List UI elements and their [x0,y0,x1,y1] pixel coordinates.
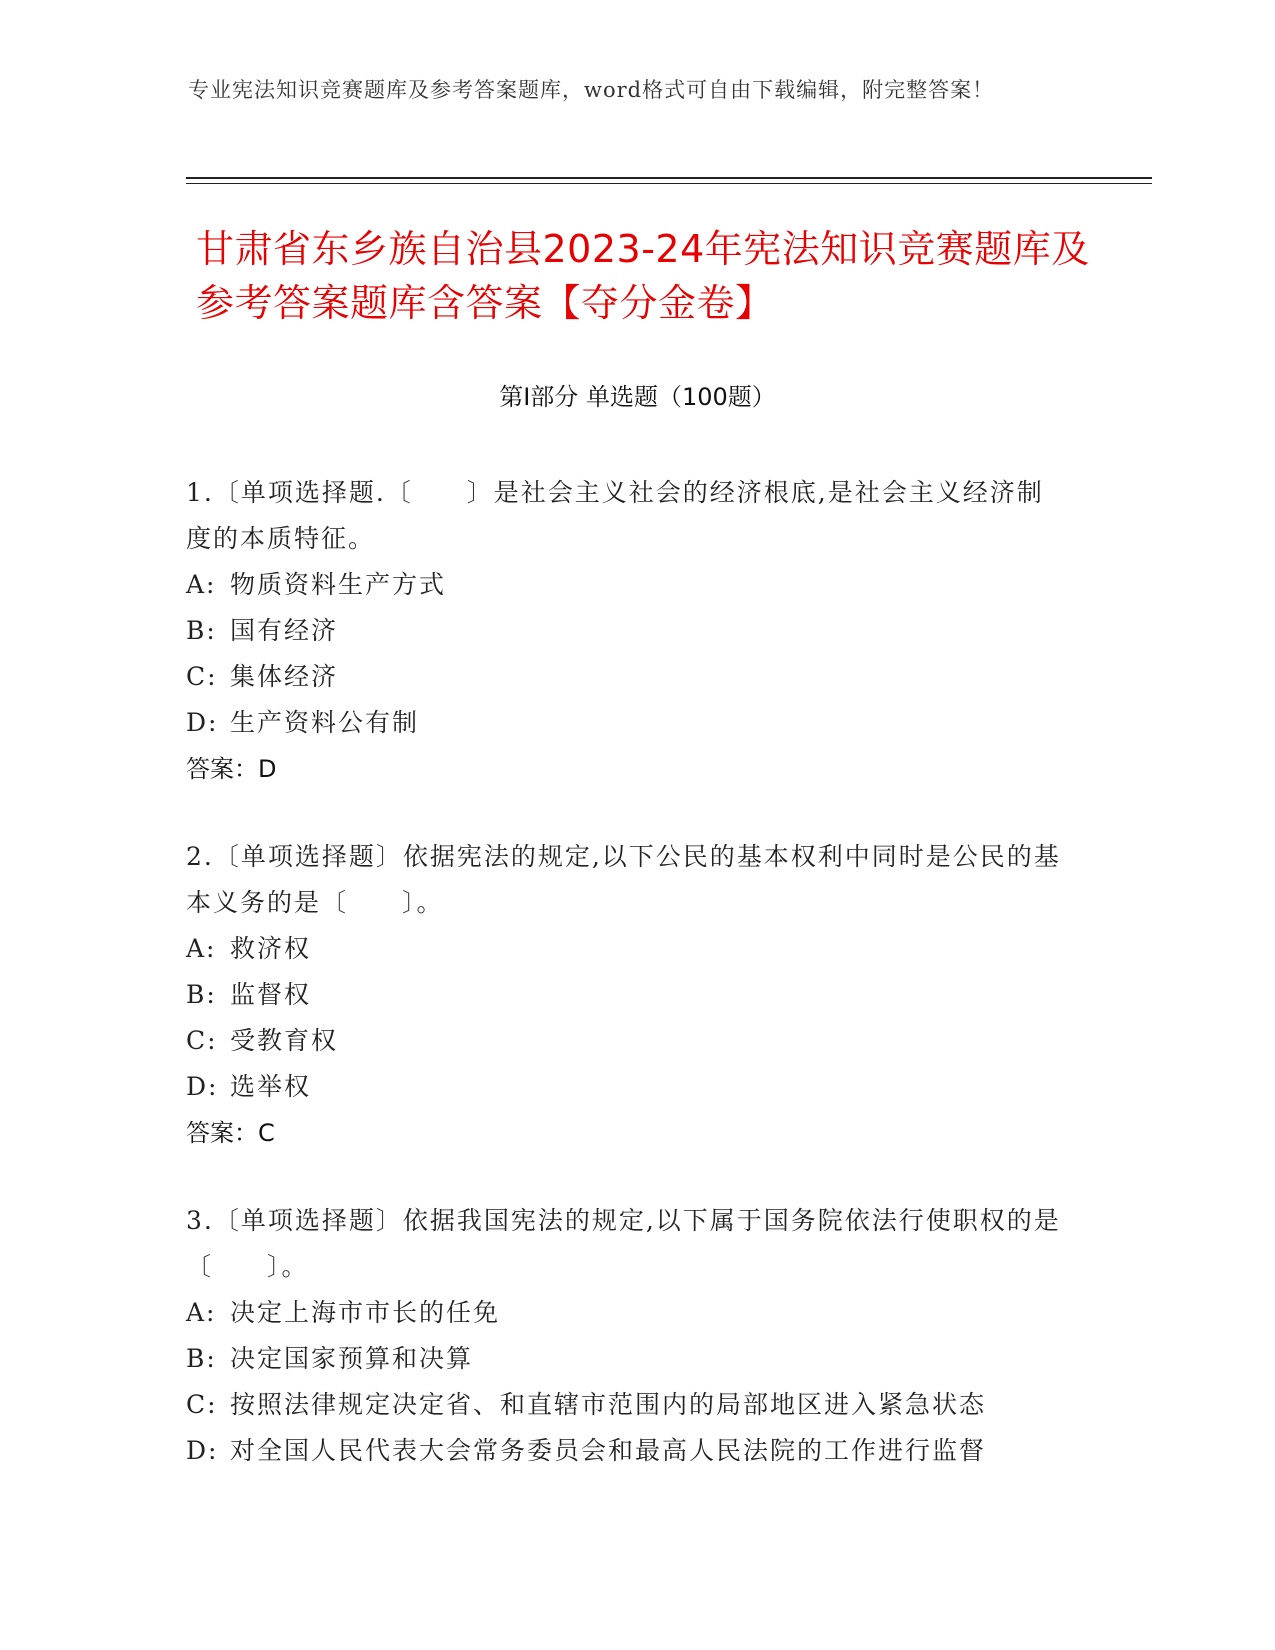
option-letter: C: [186,1026,218,1055]
option-text: 集体经济 [230,662,339,691]
option-letter: A: [186,1298,217,1327]
option-b [186,608,1066,654]
option-text: 生产资料公有制 [230,708,420,737]
header-note: 专业宪法知识竞赛题库及参考答案题库，word格式可自由下载编辑，附完整答案！ [188,78,995,102]
option-b [186,1336,1066,1382]
option-d [186,700,1066,746]
question-item [186,1198,1066,1474]
section-heading: 第Ⅰ部分 单选题（100题） [499,383,776,411]
option-letter: C: [186,662,218,691]
option-letter: D: [186,1436,219,1465]
option-text: 选举权 [230,1072,312,1101]
header-divider-thick [186,177,1152,179]
option-text: 国有经济 [230,616,339,645]
option-letter: B: [186,1344,217,1373]
option-text: 监督权 [230,980,312,1009]
option-a [186,1290,1066,1336]
header-divider-thin [186,183,1152,184]
document-title: 甘肃省东乡族自治县2023-24年宪法知识竞赛题库及参考答案题库含答案【夺分金卷】 [196,227,1090,325]
option-text: 按照法律规定决定省、和直辖市范围内的局部地区进入紧急状态 [230,1390,987,1419]
option-letter: A: [186,570,217,599]
option-letter: A: [186,934,217,963]
option-letter: B: [186,980,217,1009]
question-item [186,470,1066,792]
answer-line: 答案：D [186,755,277,783]
option-c [186,1018,1066,1064]
question-stem: 3.〔单项选择题〕依据我国宪法的规定,以下属于国务院依法行使职权的是〔 〕。 [186,1206,1061,1281]
option-text: 救济权 [230,934,312,963]
option-b [186,972,1066,1018]
option-text: 物质资料生产方式 [230,570,447,599]
option-c [186,1382,1066,1428]
option-a [186,562,1066,608]
question-stem: 1.〔单项选择题.〔 〕是社会主义社会的经济根底,是社会主义经济制度的本质特征。 [186,478,1044,553]
question-stem: 2.〔单项选择题〕依据宪法的规定,以下公民的基本权利中同时是公民的基本义务的是〔 〕。 [186,842,1061,917]
option-text: 受教育权 [230,1026,339,1055]
option-d [186,1428,1066,1474]
option-letter: D: [186,1072,219,1101]
option-a [186,926,1066,972]
question-list [186,470,1066,1516]
option-text: 决定上海市市长的任免 [230,1298,501,1327]
option-letter: D: [186,708,219,737]
option-text: 对全国人民代表大会常务委员会和最高人民法院的工作进行监督 [230,1436,987,1465]
option-c [186,654,1066,700]
option-d [186,1064,1066,1110]
answer-line: 答案：C [186,1119,275,1147]
option-letter: C: [186,1390,218,1419]
option-text: 决定国家预算和决算 [230,1344,474,1373]
question-item [186,834,1066,1156]
option-letter: B: [186,616,217,645]
